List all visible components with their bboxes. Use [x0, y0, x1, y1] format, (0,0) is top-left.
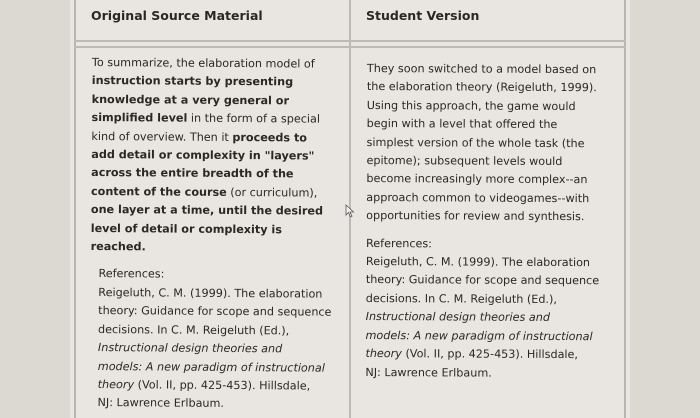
text-run: decisions. In C. M. Reigeluth (Ed.), — [98, 322, 290, 338]
text-run: level of detail or complexity is — [90, 221, 282, 236]
text-run: kind of overview. Then it — [91, 129, 233, 144]
text-run: theory: Guidance for scope and sequence — [365, 273, 600, 288]
header-divider-top — [74, 40, 626, 42]
text-run: proceeds to — [232, 130, 308, 145]
header-original: Original Source Material — [91, 8, 263, 23]
text-run: (Vol. II, pp. 425-453). Hillsdale, — [401, 347, 579, 362]
text-run: models: A new paradigm of instructional — [365, 328, 593, 343]
text-run: reached. — [90, 240, 146, 254]
text-run: theory: Guidance for scope and sequence — [98, 304, 332, 319]
text-run: content of the course — [90, 184, 227, 199]
summary-line — [92, 54, 333, 74]
reference-line — [98, 284, 331, 304]
text-run: Instructional design theories and — [365, 310, 550, 325]
text-run: NJ: Lawrence Erlbaum. — [97, 396, 225, 411]
summary-line — [91, 128, 332, 148]
original-summary — [91, 54, 334, 258]
original-references-title: References: — [98, 267, 165, 281]
paragraph-line: Using this approach, the game would — [366, 98, 576, 113]
reference-line — [98, 339, 331, 359]
summary-line — [92, 91, 333, 111]
text-run: Reigeluth, C. M. (1999). The elaboration — [365, 255, 591, 270]
paragraph-line: the elaboration theory (Reigeluth, 1999). — [366, 80, 597, 95]
text-run: decisions. In C. M. Reigeluth (Ed.), — [365, 291, 557, 306]
paragraph-line: opportunities for review and synthesis. — [366, 209, 585, 224]
mouse-pointer-icon — [345, 204, 355, 218]
original-references — [89, 284, 331, 415]
text-run: To summarize, the elaboration model of — [91, 55, 315, 71]
reference-line — [98, 358, 331, 378]
reference-line — [366, 271, 599, 291]
header-student: Student Version — [366, 8, 480, 23]
paragraph-line: epitome); subsequent levels would — [366, 154, 563, 169]
original-source-column — [89, 54, 333, 414]
reference-line — [98, 376, 331, 396]
text-run: theory — [365, 347, 402, 361]
header-divider-bottom — [74, 46, 626, 48]
summary-line — [91, 109, 332, 129]
summary-line — [92, 72, 333, 92]
reference-line — [97, 394, 330, 414]
reference-line — [365, 345, 598, 365]
summary-line — [91, 146, 332, 166]
reference-line — [98, 302, 331, 322]
paragraph-line: begin with a level that offered the — [366, 117, 558, 132]
text-run: Reigeluth, C. M. (1999). The elaboration — [98, 285, 323, 301]
text-run: theory — [97, 377, 135, 392]
student-paragraph — [366, 60, 600, 227]
summary-line — [91, 164, 332, 184]
summary-line — [91, 183, 332, 203]
reference-line — [366, 290, 599, 310]
text-run: in the form of a special — [187, 111, 321, 126]
text-run: Instructional design theories and — [97, 341, 283, 356]
paragraph-line: simplest version of the whole task (the — [366, 135, 585, 150]
text-run: NJ: Lawrence Erlbaum. — [365, 365, 492, 380]
paragraph-line: They soon switched to a model based on — [366, 61, 597, 77]
text-run: instruction starts by presenting — [91, 74, 294, 89]
student-references-title: References: — [366, 236, 433, 250]
reference-line — [98, 321, 331, 341]
paragraph-line: approach common to videogames--with — [366, 190, 590, 206]
paragraph-line: become increasingly more complex--an — [366, 172, 588, 187]
text-run: one layer at a time, until the desired — [90, 203, 324, 218]
text-run: across the entire breadth of the — [91, 166, 294, 181]
text-run: add detail or complexity in "layers" — [91, 148, 315, 163]
summary-line — [91, 220, 332, 240]
student-version-column — [365, 60, 600, 383]
student-references — [365, 253, 599, 383]
reference-line — [366, 308, 599, 328]
text-run: simplified level — [91, 111, 188, 125]
summary-line — [91, 238, 332, 258]
text-run: (or curriculum), — [226, 185, 318, 200]
summary-line — [91, 201, 332, 221]
text-run: knowledge at a very general or — [91, 92, 290, 108]
reference-line — [366, 253, 599, 273]
text-run: (Vol. II, pp. 425-453). Hillsdale, — [134, 378, 311, 393]
text-run: models: A new paradigm of instructional — [97, 359, 325, 375]
reference-line — [365, 363, 598, 383]
reference-line — [366, 327, 599, 347]
